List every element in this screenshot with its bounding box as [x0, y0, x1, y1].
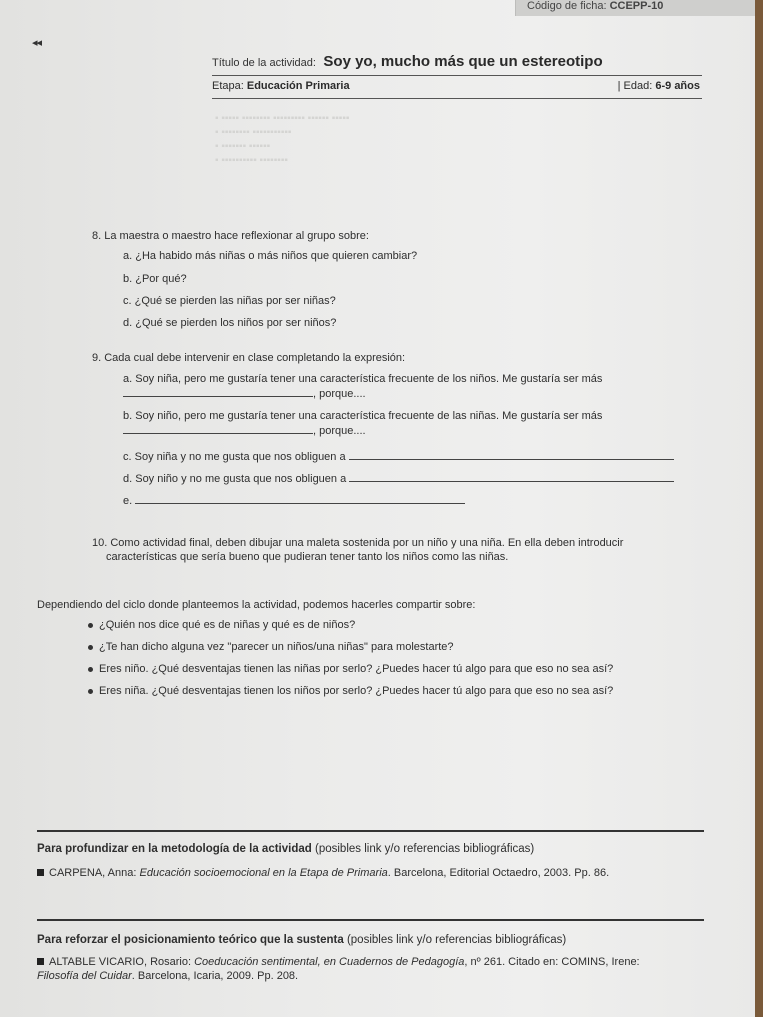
page-title: Soy yo, mucho más que un estereotipo — [323, 53, 603, 70]
sheet-code — [527, 0, 663, 12]
q9-b-line1: b. Soy niño, pero me gustaría tener una característica frecuente de las niñas. Me gustaría ser más — [123, 410, 603, 422]
cycle-bullet-4 — [88, 684, 613, 698]
methodology-ref-author: CARPENA, Anna: — [49, 867, 140, 879]
q8-prompt: 8. La maestra o maestro hace reflexionar al grupo sobre: — [92, 230, 369, 242]
methodology-heading-rest: (posibles link y/o referencias bibliográficas) — [311, 843, 535, 855]
code-label: Código de ficha: — [527, 0, 607, 12]
q9-item-b — [123, 409, 701, 438]
q9-item-e — [123, 493, 465, 508]
stage-row — [212, 80, 702, 99]
cycle-bullet-4-text: Eres niña. ¿Qué desventajas tienen los niños por serlo? ¿Puedes hacer tú algo para que eso no sea así? — [99, 685, 614, 697]
q9-b-line2: , porque.... — [313, 425, 366, 437]
code-value: CCEPP-10 — [609, 0, 664, 12]
age-label: | Edad: — [617, 80, 653, 92]
theory-ref-title: Coeducación sentimental, en Cuadernos de Pedagogía — [194, 956, 465, 968]
cycle-bullet-3-text: Eres niño. ¿Qué desventajas tienen las niñas por serlo? ¿Puedes hacer tú algo para que eso no sea así? — [99, 663, 614, 675]
theory-heading-bold: Para reforzar el posicionamiento teórico que la sustenta — [37, 934, 344, 946]
bullet-icon — [88, 645, 93, 650]
title-label: Título de la actividad: — [212, 57, 316, 69]
stage-value: Educación Primaria — [246, 80, 350, 92]
q9-prompt: 9. Cada cual debe intervenir en clase completando la expresión: — [92, 352, 406, 364]
square-bullet-icon — [37, 869, 44, 876]
theory-ref2-title: Filosofía del Cuidar — [37, 970, 132, 982]
q9-c-blank[interactable] — [349, 449, 674, 460]
methodology-reference — [37, 866, 609, 880]
methodology-ref-title: Educación socioemocional en la Etapa de Primaria — [139, 867, 388, 879]
cycle-bullet-3 — [88, 662, 613, 676]
theory-ref2-rest: . Barcelona, Icaria, 2009. Pp. 208. — [131, 970, 299, 982]
theory-ref-rest: , nº 261. Citado en: COMINS, Irene: — [464, 956, 640, 968]
theory-reference — [37, 955, 705, 983]
q9-e-text: e. — [123, 495, 133, 507]
q9-a-blank[interactable] — [123, 386, 313, 397]
theory-heading-rest: (posibles link y/o referencias bibliográficas) — [343, 934, 567, 946]
section-divider — [37, 919, 704, 921]
cycle-bullet-1-text: ¿Quién nos dice qué es de niñas y qué es de niños? — [99, 619, 356, 631]
age-group — [618, 80, 700, 92]
q9-d-blank[interactable] — [349, 471, 674, 482]
theory-ref-author: ALTABLE VICARIO, Rosario: — [49, 956, 195, 968]
q8-item-d: d. ¿Qué se pierden los niños por ser niños? — [123, 317, 337, 329]
back-arrows-icon: ◂◂ — [32, 37, 42, 49]
q10-line1: 10. Como actividad final, deben dibujar una maleta sostenida por un niño y una niña. En ella deben introducir — [92, 537, 624, 549]
q9-d-text: d. Soy niño y no me gusta que nos obliguen a — [123, 473, 347, 485]
bullet-icon — [88, 689, 93, 694]
cycle-intro: Dependiendo del ciclo donde planteemos la actividad, podemos hacerles compartir sobre: — [37, 599, 476, 611]
cycle-bullet-2 — [88, 640, 454, 654]
show-through-text: ▪ ▪▪▪▪▪ ▪▪▪▪▪▪▪▪ ▪▪▪▪▪▪▪▪▪ ▪▪▪▪▪▪ ▪▪▪▪▪ ▪ ▪▪▪▪▪▪▪▪ ▪▪▪▪▪▪▪▪▪▪▪ ▪ ▪▪▪▪▪▪▪ ▪▪▪▪▪▪ ▪ ▪▪▪▪▪▪▪▪▪▪ ▪▪▪▪▪▪▪▪ — [215, 113, 350, 166]
q8-item-b: b. ¿Por qué? — [123, 273, 187, 285]
age-value: 6-9 años — [655, 80, 700, 92]
cycle-bullet-2-text: ¿Te han dicho alguna vez "parecer un niños/una niñas" para molestarte? — [99, 641, 454, 653]
q9-item-a — [123, 372, 701, 401]
bullet-icon — [88, 623, 93, 628]
theory-heading — [37, 933, 566, 947]
q8-item-a: a. ¿Ha habido más niñas o más niños que quieren cambiar? — [123, 250, 418, 262]
activity-title-row — [212, 53, 702, 76]
methodology-heading-bold: Para profundizar en la metodología de la actividad — [37, 843, 312, 855]
q10 — [92, 536, 704, 564]
q8-item-c: c. ¿Qué se pierden las niñas por ser niñas? — [123, 295, 336, 307]
bullet-icon — [88, 667, 93, 672]
stage-label: Etapa: — [212, 80, 244, 92]
q10-line2: características que sería bueno que pudieran tener tanto los niños como las niñas. — [106, 551, 509, 563]
square-bullet-icon — [37, 958, 44, 965]
q9-e-blank[interactable] — [135, 493, 465, 504]
section-divider — [37, 830, 704, 832]
q9-item-d — [123, 471, 674, 486]
cycle-bullet-1 — [88, 618, 355, 632]
q9-item-c — [123, 449, 674, 464]
methodology-heading — [37, 842, 534, 856]
q9-c-text: c. Soy niña y no me gusta que nos obliguen a — [123, 451, 346, 463]
q9-a-line2: , porque.... — [313, 388, 366, 400]
q9-b-blank[interactable] — [123, 423, 313, 434]
q9-a-line1: a. Soy niña, pero me gustaría tener una característica frecuente de los niños. Me gustaría ser más — [123, 373, 603, 385]
methodology-ref-rest: . Barcelona, Editorial Octaedro, 2003. Pp. 86. — [387, 867, 610, 879]
